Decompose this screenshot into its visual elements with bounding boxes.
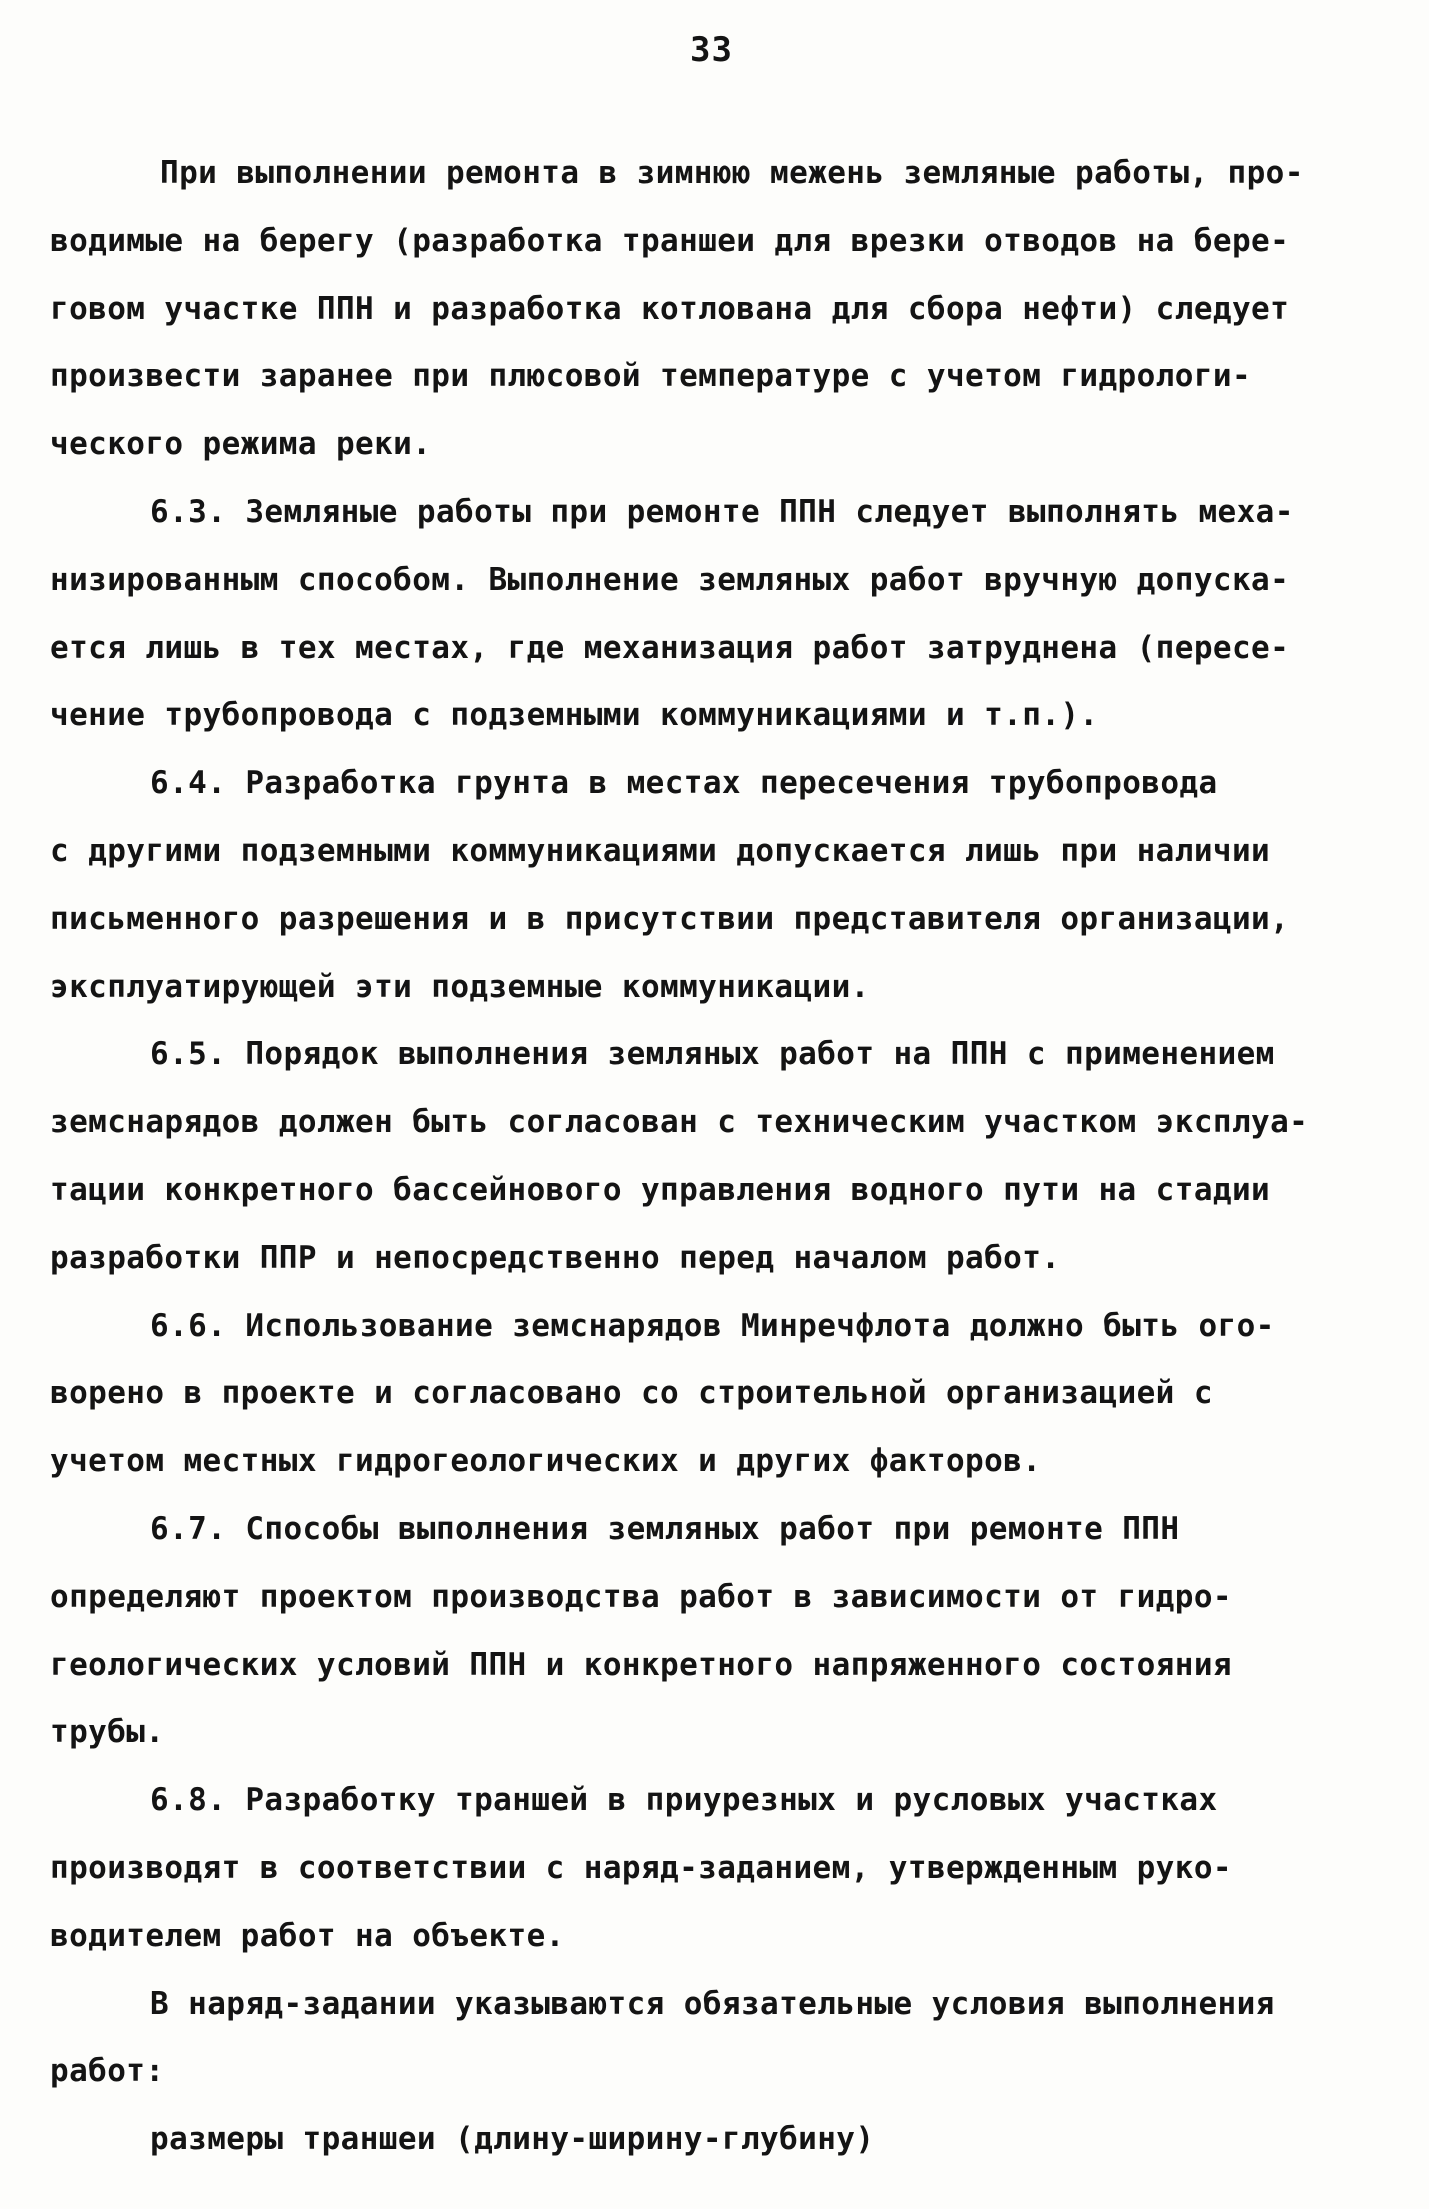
text-line: 6.4. Разработка грунта в местах пересечения трубопровода — [150, 765, 1218, 802]
text-line: водимые на берегу (разработка траншеи для врезки отводов на бере- — [50, 222, 1290, 259]
text-line: тации конкретного бассейнового управления водного пути на стадии — [50, 1171, 1271, 1208]
text-line: говом участке ППН и разработка котлована для сбора нефти) следует — [50, 290, 1290, 327]
text-line: письменного разрешения и в присутствии представителя организации, — [50, 900, 1290, 937]
text-line: низированным способом. Выполнение земляных работ вручную допуска- — [50, 561, 1290, 598]
text-line: В наряд-задании указываются обязательные условия выполнения — [150, 1985, 1275, 2022]
text-line: работ: — [50, 2053, 165, 2090]
text-line: учетом местных гидрогеологических и других факторов. — [50, 1443, 1042, 1480]
text-line: водителем работ на объекте. — [50, 1917, 565, 1954]
page-number: 33 — [690, 30, 733, 70]
text-line: 6.8. Разработку траншей в приурезных и русловых участках — [150, 1782, 1218, 1819]
text-line: 6.5. Порядок выполнения земляных работ на ППН с применением — [150, 1036, 1275, 1073]
text-line: трубы. — [50, 1714, 165, 1751]
text-line: 6.6. Использование земснарядов Минречфлота должно быть ого- — [150, 1307, 1275, 1344]
text-line: геологических условий ППН и конкретного напряженного состояния — [50, 1646, 1232, 1683]
body-text — [50, 140, 1350, 2174]
text-line: разработки ППР и непосредственно перед началом работ. — [50, 1239, 1061, 1276]
text-line: земснарядов должен быть согласован с техническим участком эксплуа- — [50, 1104, 1309, 1141]
text-line: ческого режима реки. — [50, 426, 432, 463]
text-line: 6.3. Земляные работы при ремонте ППН следует выполнять меха- — [150, 493, 1294, 530]
text-line: эксплуатирующей эти подземные коммуникации. — [50, 968, 870, 1005]
text-line: ворено в проекте и согласовано со строительной организацией с — [50, 1375, 1213, 1412]
text-line: произвести заранее при плюсовой температуре с учетом гидрологи- — [50, 358, 1252, 395]
text-line: чение трубопровода с подземными коммуникациями и т.п.). — [50, 697, 1099, 734]
text-line: ется лишь в тех местах, где механизация работ затруднена (пересе- — [50, 629, 1290, 666]
text-line: 6.7. Способы выполнения земляных работ при ремонте ППН — [150, 1510, 1180, 1547]
text-line: При выполнении ремонта в зимнюю межень земляные работы, про- — [160, 155, 1304, 191]
text-line: определяют проектом производства работ в зависимости от гидро- — [50, 1578, 1232, 1615]
text-line: с другими подземными коммуникациями допускается лишь при наличии — [50, 832, 1271, 869]
text-line: размеры траншеи (длину-ширину-глубину) — [150, 2121, 875, 2158]
text-line: производят в соответствии с наряд-заданием, утвержденным руко- — [50, 1849, 1232, 1886]
